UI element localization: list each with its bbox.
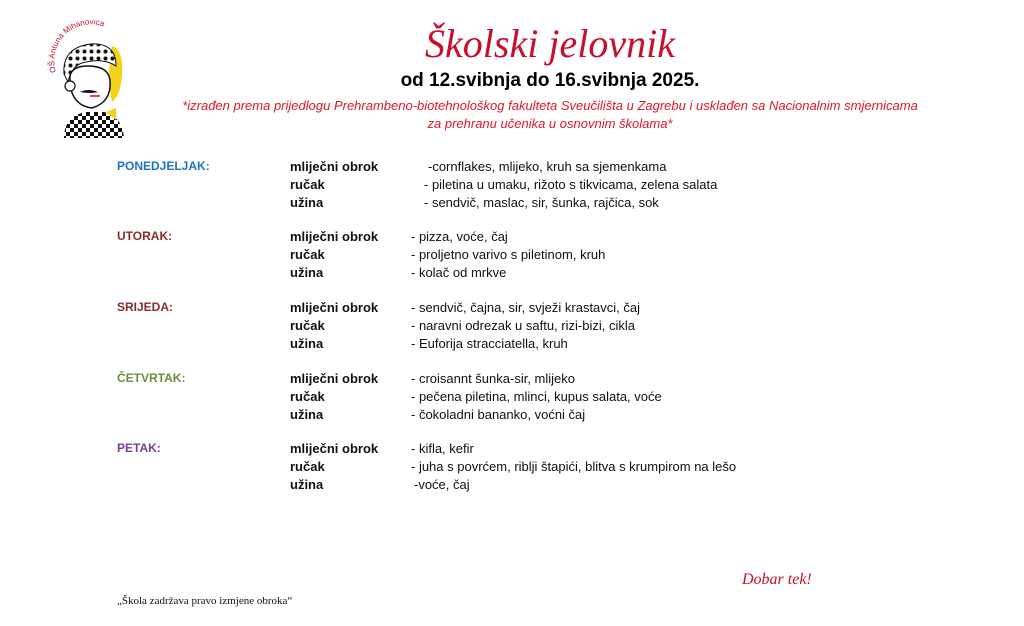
- meal-type: užina: [290, 407, 324, 422]
- meal-type: užina: [290, 195, 324, 210]
- meal-row-snack: [0, 336, 1024, 354]
- meal-type: mliječni obrok: [290, 371, 379, 386]
- meal-type: ručak: [290, 177, 325, 192]
- meal-type: mliječni obrok: [290, 300, 379, 315]
- meal-type: ručak: [290, 318, 325, 333]
- meal-type: užina: [290, 477, 324, 492]
- meal-type: mliječni obrok: [290, 229, 379, 244]
- meal-type: mliječni obrok: [290, 441, 379, 456]
- meal-row-lunch: [0, 318, 1024, 336]
- meal-text: - sendvič, čajna, sir, svježi krastavci, čaj: [411, 300, 641, 315]
- day-label: SRIJEDA:: [117, 300, 174, 314]
- meal-row-snack: [0, 477, 1024, 495]
- meal-row-lunch: [0, 247, 1024, 265]
- meal-type: užina: [290, 265, 324, 280]
- meal-row-snack: [0, 407, 1024, 425]
- meal-text: - naravni odrezak u saftu, rizi-bizi, cikla: [411, 318, 635, 333]
- day-tuesday: [0, 229, 1024, 285]
- meal-type: ručak: [290, 459, 325, 474]
- meal-row-snack: [0, 195, 1024, 213]
- meal-text: - croisannt šunka-sir, mlijeko: [411, 371, 575, 386]
- meal-type: ručak: [290, 389, 325, 404]
- day-monday: [0, 159, 1024, 215]
- meal-type: ručak: [290, 247, 325, 262]
- meal-row-lunch: [0, 389, 1024, 407]
- meal-text: - juha s povrćem, riblji štapići, blitva s krumpirom na lešo: [411, 459, 737, 474]
- meal-text: - Euforija stracciatella, kruh: [411, 336, 568, 351]
- meal-text: - sendvič, maslac, sir, šunka, rajčica, sok: [424, 195, 659, 210]
- page-title: Školski jelovnik: [425, 21, 675, 66]
- meal-text: - kifla, kefir: [411, 441, 474, 456]
- footer-disclaimer: „Škola zadržava pravo izmjene obroka“: [117, 595, 293, 607]
- day-label: ČETVRTAK:: [117, 371, 186, 385]
- meal-text: - pečena piletina, mlinci, kupus salata, voće: [411, 389, 662, 404]
- svg-text:OŠ Antuna Mihanovića: OŠ Antuna Mihanovića: [47, 20, 106, 74]
- meal-text: - proljetno varivo s piletinom, kruh: [411, 247, 606, 262]
- meal-text: - piletina u umaku, rižoto s tikvicama, zelena salata: [424, 177, 718, 192]
- menu-note-line-2: za prehranu učenika u osnovnim školama*: [427, 116, 673, 131]
- date-range: od 12.svibnja do 16.svibnja 2025.: [400, 70, 700, 91]
- meal-row-lunch: [0, 177, 1024, 195]
- meal-row-breakfast: [0, 229, 1024, 247]
- menu-note: [0, 97, 1024, 133]
- menu-note-line-1: *izrađen prema prijedlogu Prehrambeno-biotehnološkog fakulteta Sveučilišta u Zagrebu i usklađen sa Nacionalnim smjernicama: [182, 98, 918, 113]
- day-label: UTORAK:: [117, 229, 173, 243]
- meal-text: - kolač od mrkve: [411, 265, 507, 280]
- meal-row-breakfast: [0, 159, 1024, 177]
- meal-text: -voće, čaj: [414, 477, 470, 492]
- meal-text: - čokoladni bananko, voćni čaj: [411, 407, 586, 422]
- day-label: PETAK:: [117, 441, 161, 455]
- meal-type: užina: [290, 336, 324, 351]
- day-label: PONEDJELJAK:: [117, 159, 210, 173]
- meal-text: - pizza, voće, čaj: [411, 229, 508, 244]
- meal-type: mliječni obrok: [290, 159, 379, 174]
- closing-greeting: Dobar tek!: [742, 571, 812, 588]
- day-thursday: [0, 371, 1024, 427]
- meal-row-breakfast: [0, 441, 1024, 459]
- meal-text: -cornflakes, mlijeko, kruh sa sjemenkama: [428, 159, 667, 174]
- day-wednesday: [0, 300, 1024, 356]
- day-friday: [0, 441, 1024, 497]
- meal-row-lunch: [0, 459, 1024, 477]
- meal-row-breakfast: [0, 371, 1024, 389]
- meal-row-breakfast: [0, 300, 1024, 318]
- meal-row-snack: [0, 265, 1024, 283]
